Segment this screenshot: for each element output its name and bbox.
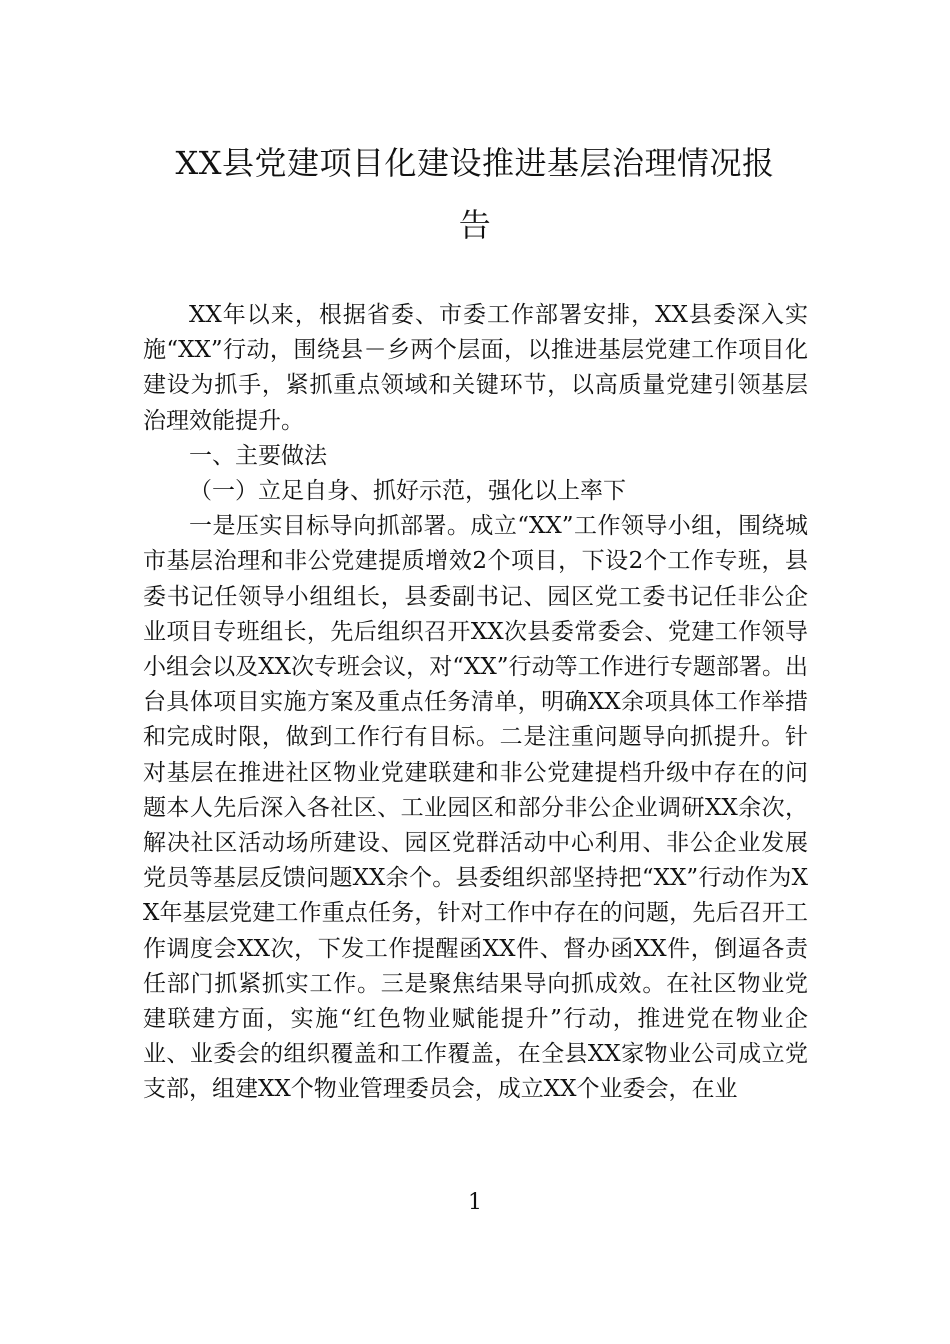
page-number: 1 [468,1190,482,1215]
body-paragraph: 一是压实目标导向抓部署。成立“XX”工作领导小组，围绕城市基层治理和非公党建提质增效2个项目，下设2个工作专班，县委书记任领导小组组长，县委副书记、园区党工委书记任非公企业项目专班组长，先后组织召开XX次县委常委会、党建工作领导小组会以及XX次专班会议，对“XX”行动等工作进行专题部署。出台具体项目实施方案及重点任务清单，明确XX余项具体工作举措和完成时限，做到工作行有目标。二是注重问题导向抓提升。针对基层在推进社区物业党建联建和非公党建提档升级中存在的问题本人先后深入各社区、工业园区和部分非公企业调研XX余次，解决社区活动场所建设、园区党群活动中心利用、非公企业发展党员等基层反馈问题XX余个。县委组织部坚持把“XX”行动作为XX年基层党建工作重点任务，针对工作中存在的问题，先后召开工作调度会XX次，下发工作提醒函XX件、督办函XX件，倒逼各责任部门抓紧抓实工作。三是聚焦结果导向抓成效。在社区物业党建联建方面，实施“红色物业赋能提升”行动，推进党在物业企业、业委会的组织覆盖和工作覆盖，在全县XX家物业公司成立党支部，组建XX个物业管理委员会，成立XX个业委会，在业 [143,513,808,1103]
subsection-heading: （一）立足自身、抓好示范，强化以上率下 [189,478,626,505]
title-line-1: XX县党建项目化建设推进基层治理情况报 [175,144,775,182]
document-body [143,298,808,1108]
intro-paragraph: XX年以来，根据省委、市委工作部署安排，XX县委深入实施“XX”行动，围绕县－乡两个层面，以推进基层党建工作项目化建设为抓手，紧抓重点领域和关键环节，以高质量党建引领基层治理效能提升。 [143,302,808,434]
document-title [140,132,810,256]
section-heading: 一、主要做法 [189,442,327,469]
title-line-2: 告 [458,206,492,244]
